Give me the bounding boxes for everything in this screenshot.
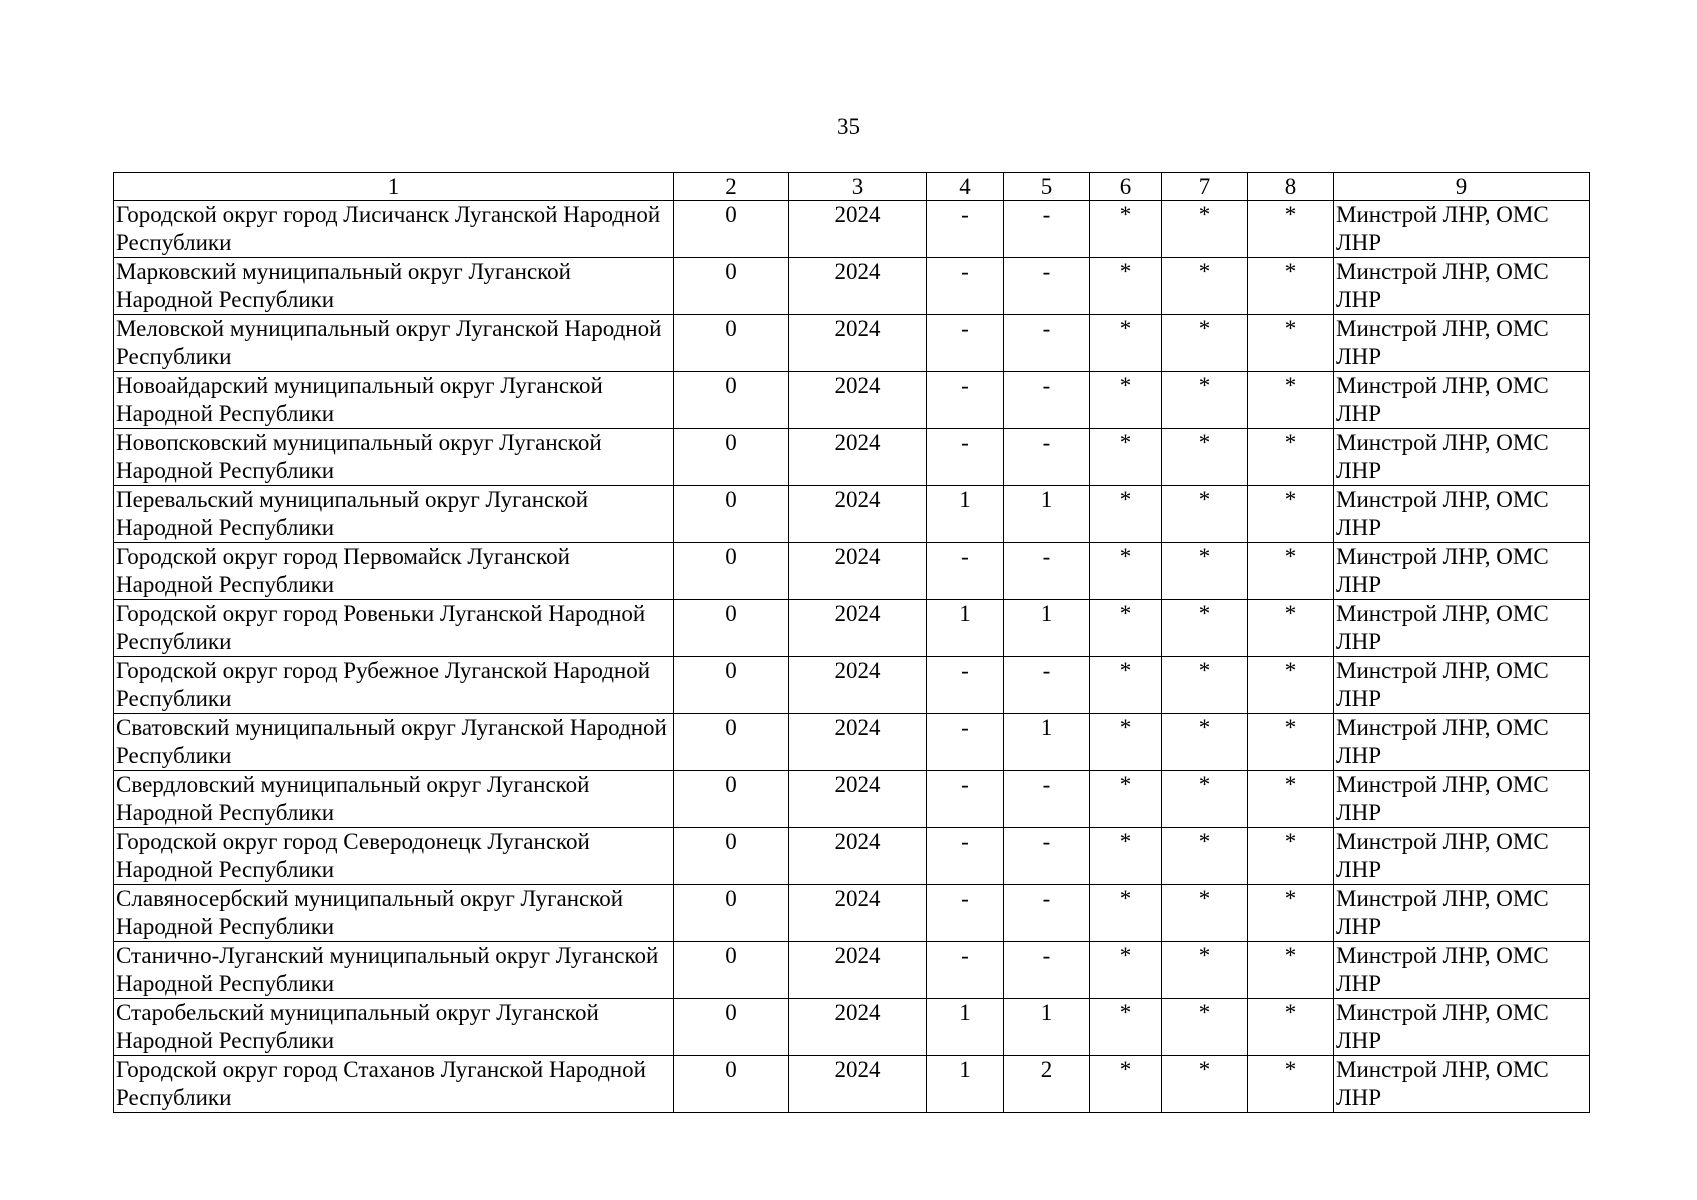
table-cell-col-4: - — [927, 543, 1004, 600]
responsible-cell: Минстрой ЛНР, ОМС ЛНР — [1334, 885, 1590, 942]
table-cell-col-2: 0 — [674, 315, 789, 372]
table-cell-col-4: - — [927, 714, 1004, 771]
municipality-name-cell: Сватовский муниципальный округ Луганской Народной Республики — [114, 714, 674, 771]
responsible-cell: Минстрой ЛНР, ОМС ЛНР — [1334, 486, 1590, 543]
table-cell-col-3: 2024 — [789, 429, 927, 486]
municipality-name-cell: Городской округ город Рубежное Луганской Народной Республики — [114, 657, 674, 714]
responsible-cell: Минстрой ЛНР, ОМС ЛНР — [1334, 999, 1590, 1056]
header-cell: 5 — [1004, 173, 1090, 201]
table-cell-col-7: * — [1162, 429, 1248, 486]
table-cell-col-2: 0 — [674, 942, 789, 999]
responsible-cell: Минстрой ЛНР, ОМС ЛНР — [1334, 543, 1590, 600]
table-cell-col-5: - — [1004, 201, 1090, 258]
table-cell-col-4: - — [927, 657, 1004, 714]
responsible-cell: Минстрой ЛНР, ОМС ЛНР — [1334, 201, 1590, 258]
table-cell-col-8: * — [1248, 429, 1334, 486]
table-cell-col-3: 2024 — [789, 942, 927, 999]
table-cell-col-3: 2024 — [789, 600, 927, 657]
table-row — [114, 657, 1590, 714]
table-row — [114, 885, 1590, 942]
responsible-cell: Минстрой ЛНР, ОМС ЛНР — [1334, 429, 1590, 486]
table-cell-col-6: * — [1090, 258, 1162, 315]
table-cell-col-8: * — [1248, 828, 1334, 885]
table-row — [114, 828, 1590, 885]
table-cell-col-3: 2024 — [789, 1056, 927, 1113]
header-cell: 7 — [1162, 173, 1248, 201]
table-cell-col-2: 0 — [674, 429, 789, 486]
municipality-name-cell: Новопсковский муниципальный округ Луганской Народной Республики — [114, 429, 674, 486]
table-cell-col-5: - — [1004, 885, 1090, 942]
table-cell-col-4: - — [927, 201, 1004, 258]
responsible-cell: Минстрой ЛНР, ОМС ЛНР — [1334, 258, 1590, 315]
table-cell-col-8: * — [1248, 1056, 1334, 1113]
table-cell-col-7: * — [1162, 600, 1248, 657]
table-cell-col-8: * — [1248, 885, 1334, 942]
table-cell-col-4: - — [927, 315, 1004, 372]
table-cell-col-6: * — [1090, 771, 1162, 828]
municipality-name-cell: Меловской муниципальный округ Луганской Народной Республики — [114, 315, 674, 372]
header-cell: 8 — [1248, 173, 1334, 201]
table-cell-col-7: * — [1162, 372, 1248, 429]
table-row — [114, 600, 1590, 657]
table-cell-col-8: * — [1248, 942, 1334, 999]
municipality-name-cell: Новоайдарский муниципальный округ Луганской Народной Республики — [114, 372, 674, 429]
header-cell: 1 — [114, 173, 674, 201]
municipality-name-cell: Городской округ город Первомайск Луганской Народной Республики — [114, 543, 674, 600]
table-cell-col-7: * — [1162, 315, 1248, 372]
table-row — [114, 372, 1590, 429]
table-cell-col-3: 2024 — [789, 372, 927, 429]
table-cell-col-6: * — [1090, 600, 1162, 657]
table-row — [114, 714, 1590, 771]
table-row — [114, 999, 1590, 1056]
table-cell-col-7: * — [1162, 942, 1248, 999]
table-cell-col-3: 2024 — [789, 771, 927, 828]
table-cell-col-6: * — [1090, 714, 1162, 771]
table-cell-col-3: 2024 — [789, 258, 927, 315]
responsible-cell: Минстрой ЛНР, ОМС ЛНР — [1334, 315, 1590, 372]
table-cell-col-2: 0 — [674, 543, 789, 600]
table-cell-col-4: 1 — [927, 1056, 1004, 1113]
municipality-name-cell: Городской округ город Ровеньки Луганской Народной Республики — [114, 600, 674, 657]
table-cell-col-7: * — [1162, 543, 1248, 600]
table-cell-col-6: * — [1090, 885, 1162, 942]
table-cell-col-4: - — [927, 885, 1004, 942]
table-cell-col-7: * — [1162, 1056, 1248, 1113]
municipality-name-cell: Городской округ город Стаханов Луганской Народной Республики — [114, 1056, 674, 1113]
table-cell-col-7: * — [1162, 885, 1248, 942]
table-cell-col-3: 2024 — [789, 543, 927, 600]
table-cell-col-5: - — [1004, 828, 1090, 885]
table-row — [114, 543, 1590, 600]
table-cell-col-6: * — [1090, 315, 1162, 372]
table-cell-col-2: 0 — [674, 999, 789, 1056]
table-cell-col-4: - — [927, 372, 1004, 429]
table-cell-col-6: * — [1090, 543, 1162, 600]
table-row — [114, 771, 1590, 828]
table-cell-col-8: * — [1248, 372, 1334, 429]
table-row — [114, 429, 1590, 486]
responsible-cell: Минстрой ЛНР, ОМС ЛНР — [1334, 1056, 1590, 1113]
table-cell-col-7: * — [1162, 657, 1248, 714]
table-row — [114, 315, 1590, 372]
table-cell-col-2: 0 — [674, 486, 789, 543]
responsible-cell: Минстрой ЛНР, ОМС ЛНР — [1334, 600, 1590, 657]
table-cell-col-2: 0 — [674, 201, 789, 258]
table-cell-col-3: 2024 — [789, 714, 927, 771]
table-cell-col-7: * — [1162, 828, 1248, 885]
table-cell-col-2: 0 — [674, 657, 789, 714]
responsible-cell: Минстрой ЛНР, ОМС ЛНР — [1334, 828, 1590, 885]
table-cell-col-5: - — [1004, 372, 1090, 429]
table-cell-col-5: - — [1004, 258, 1090, 315]
municipality-name-cell: Славяносербский муниципальный округ Луганской Народной Республики — [114, 885, 674, 942]
table-cell-col-6: * — [1090, 1056, 1162, 1113]
table-cell-col-8: * — [1248, 258, 1334, 315]
page-number: 35 — [837, 114, 860, 139]
table-row — [114, 486, 1590, 543]
table-cell-col-2: 0 — [674, 258, 789, 315]
header-cell: 9 — [1334, 173, 1590, 201]
table-cell-col-4: - — [927, 942, 1004, 999]
table-cell-col-7: * — [1162, 714, 1248, 771]
header-cell: 6 — [1090, 173, 1162, 201]
table-cell-col-6: * — [1090, 942, 1162, 999]
table-cell-col-5: 1 — [1004, 999, 1090, 1056]
table-cell-col-8: * — [1248, 771, 1334, 828]
table-cell-col-5: 1 — [1004, 486, 1090, 543]
table-cell-col-4: 1 — [927, 999, 1004, 1056]
table-cell-col-8: * — [1248, 600, 1334, 657]
table-cell-col-2: 0 — [674, 828, 789, 885]
table-cell-col-8: * — [1248, 543, 1334, 600]
table-cell-col-4: - — [927, 771, 1004, 828]
table-cell-col-8: * — [1248, 201, 1334, 258]
table-row — [114, 201, 1590, 258]
municipality-name-cell: Свердловский муниципальный округ Луганской Народной Республики — [114, 771, 674, 828]
table-cell-col-2: 0 — [674, 885, 789, 942]
responsible-cell: Минстрой ЛНР, ОМС ЛНР — [1334, 942, 1590, 999]
municipality-name-cell: Городской округ город Северодонецк Луганской Народной Республики — [114, 828, 674, 885]
responsible-cell: Минстрой ЛНР, ОМС ЛНР — [1334, 714, 1590, 771]
municipality-name-cell: Городской округ город Лисичанск Луганской Народной Республики — [114, 201, 674, 258]
table-cell-col-5: - — [1004, 942, 1090, 999]
responsible-cell: Минстрой ЛНР, ОМС ЛНР — [1334, 657, 1590, 714]
table-cell-col-8: * — [1248, 714, 1334, 771]
table-cell-col-6: * — [1090, 657, 1162, 714]
table-row — [114, 258, 1590, 315]
municipality-name-cell: Марковский муниципальный округ Луганской Народной Республики — [114, 258, 674, 315]
table-cell-col-6: * — [1090, 486, 1162, 543]
table-cell-col-3: 2024 — [789, 201, 927, 258]
table-cell-col-7: * — [1162, 771, 1248, 828]
table-cell-col-2: 0 — [674, 372, 789, 429]
table-cell-col-5: 1 — [1004, 600, 1090, 657]
table-cell-col-7: * — [1162, 258, 1248, 315]
table-cell-col-3: 2024 — [789, 657, 927, 714]
table-cell-col-4: - — [927, 429, 1004, 486]
table-cell-col-3: 2024 — [789, 999, 927, 1056]
municipality-name-cell: Перевальский муниципальный округ Луганской Народной Республики — [114, 486, 674, 543]
table-cell-col-6: * — [1090, 828, 1162, 885]
responsible-cell: Минстрой ЛНР, ОМС ЛНР — [1334, 372, 1590, 429]
table-cell-col-3: 2024 — [789, 828, 927, 885]
table-cell-col-6: * — [1090, 201, 1162, 258]
table-cell-col-6: * — [1090, 999, 1162, 1056]
table-cell-col-8: * — [1248, 486, 1334, 543]
table-cell-col-5: - — [1004, 543, 1090, 600]
table-cell-col-5: - — [1004, 771, 1090, 828]
table-row — [114, 942, 1590, 999]
municipality-name-cell: Старобельский муниципальный округ Луганской Народной Республики — [114, 999, 674, 1056]
table-cell-col-8: * — [1248, 999, 1334, 1056]
table-row — [114, 1056, 1590, 1113]
table-cell-col-4: - — [927, 828, 1004, 885]
table-cell-col-8: * — [1248, 315, 1334, 372]
table-cell-col-6: * — [1090, 429, 1162, 486]
header-cell: 4 — [927, 173, 1004, 201]
table-cell-col-2: 0 — [674, 600, 789, 657]
table-cell-col-4: 1 — [927, 486, 1004, 543]
table-cell-col-4: 1 — [927, 600, 1004, 657]
table-cell-col-3: 2024 — [789, 315, 927, 372]
data-table — [113, 172, 1590, 1113]
table-cell-col-5: 2 — [1004, 1056, 1090, 1113]
table-cell-col-2: 0 — [674, 1056, 789, 1113]
table-cell-col-3: 2024 — [789, 885, 927, 942]
table-cell-col-5: - — [1004, 429, 1090, 486]
table-cell-col-7: * — [1162, 999, 1248, 1056]
municipality-name-cell: Станично-Луганский муниципальный округ Луганской Народной Республики — [114, 942, 674, 999]
header-cell: 2 — [674, 173, 789, 201]
table-cell-col-6: * — [1090, 372, 1162, 429]
responsible-cell: Минстрой ЛНР, ОМС ЛНР — [1334, 771, 1590, 828]
table-cell-col-5: 1 — [1004, 714, 1090, 771]
header-cell: 3 — [789, 173, 927, 201]
table-cell-col-7: * — [1162, 201, 1248, 258]
table-cell-col-5: - — [1004, 315, 1090, 372]
table-cell-col-2: 0 — [674, 714, 789, 771]
table-cell-col-2: 0 — [674, 771, 789, 828]
table-cell-col-7: * — [1162, 486, 1248, 543]
table-header-row — [114, 173, 1590, 201]
table-cell-col-3: 2024 — [789, 486, 927, 543]
table-cell-col-8: * — [1248, 657, 1334, 714]
table-cell-col-5: - — [1004, 657, 1090, 714]
table-cell-col-4: - — [927, 258, 1004, 315]
